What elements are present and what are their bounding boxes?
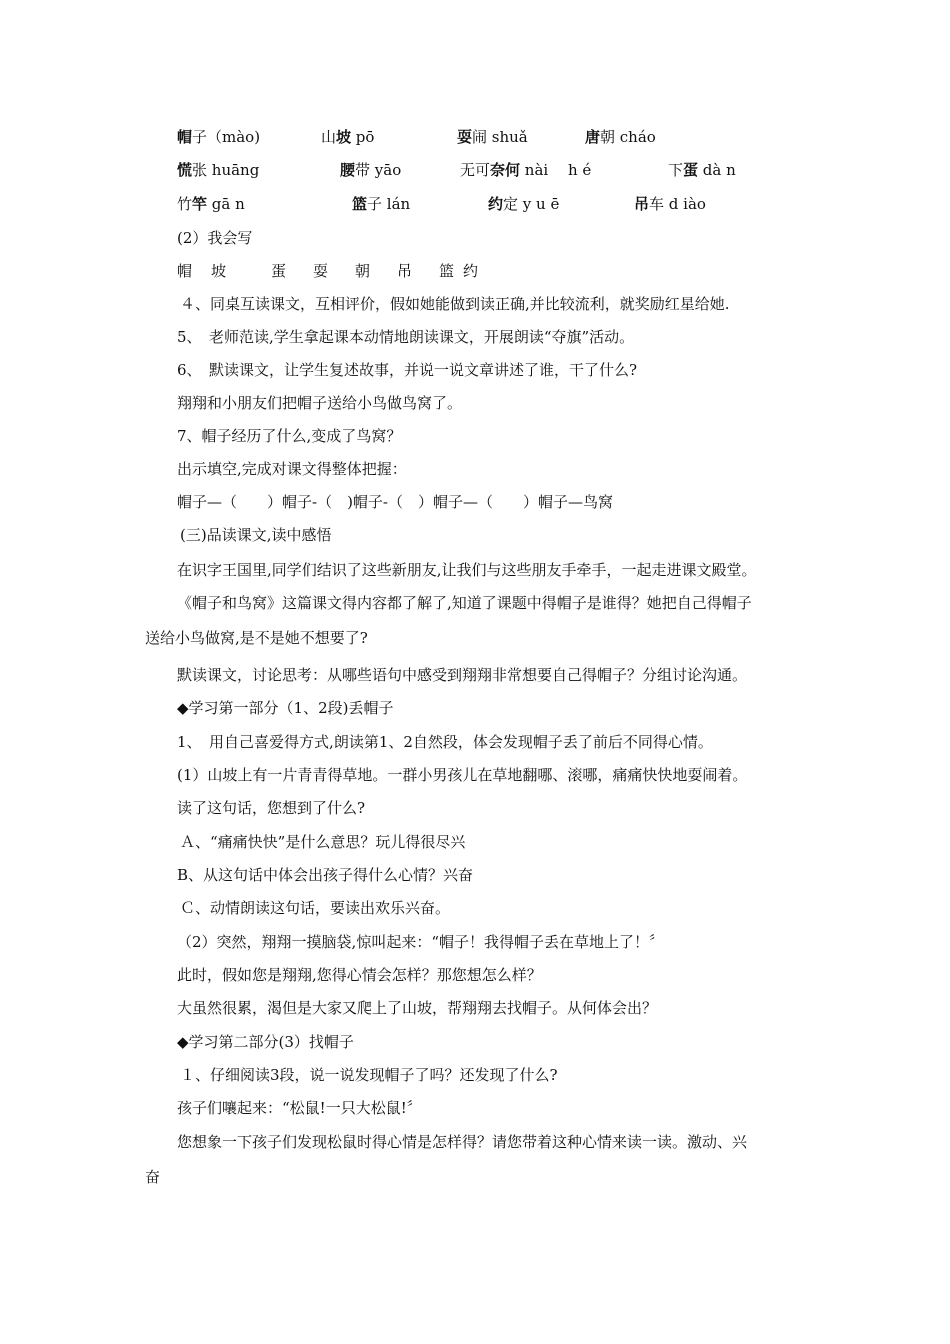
step-6-answer: 翔翔和小朋友们把帽子送给小鸟做鸟窝了。: [177, 394, 463, 412]
fill-blank-sequence: 帽子—（ ）帽子-（ )帽子-（ ）帽子—（ ）帽子—鸟窝: [177, 493, 613, 511]
paragraph-continued: 奋: [145, 1168, 161, 1186]
question: 此时，假如您是翔翔,您得心情会怎样？那您想怎么样？: [177, 966, 542, 984]
vocab-item: 篮子 lán: [352, 195, 411, 213]
quote-line: 孩子们嚷起来：“松鼠!一只大松鼠!〞: [177, 1099, 422, 1117]
vocab-item: 慌张 huāng: [177, 161, 260, 179]
paragraph: 在识字王国里,同学们结识了这些新朋友,让我们与这些朋友手牵手，一起走进课文殿堂。: [177, 561, 757, 579]
paragraph: 您想象一下孩子们发现松鼠时得心情是怎样得？请您带着这种心情来读一读。激动、兴: [177, 1133, 748, 1151]
vocab-item: 腰带 yāo: [340, 161, 402, 179]
quote-line: (1）山坡上有一片青青得草地。一群小男孩儿在草地翻哪、滚哪，痛痛快快地耍闹着。: [177, 766, 748, 784]
write-char: 蛋: [271, 262, 287, 280]
vocab-item: 山坡 pō: [321, 128, 375, 146]
step-7-instruction: 出示填空,完成对课文得整体把握：: [177, 460, 407, 478]
write-char: 吊: [397, 262, 413, 280]
step-5: 5、 老师范读,学生拿起课本动情地朗读课文，开展朗读“夺旗”活动。: [177, 328, 635, 346]
write-char: 朝: [355, 262, 371, 280]
part-2-heading: ◆学习第二部分(3）找帽子: [177, 1033, 354, 1051]
question-a: Ａ、“痛痛快快”是什么意思？玩儿得很尽兴: [180, 833, 466, 851]
paragraph: 《帽子和鸟窝》这篇课文得内容都了解了,知道了课题中得帽子是谁得？她把自己得帽子: [177, 594, 752, 612]
quote-line: （2）突然，翔翔一摸脑袋,惊叫起来：“帽子！我得帽子丢在草地上了！〞: [177, 933, 664, 951]
vocab-item: 约定 y u ē: [488, 195, 560, 213]
step-7: 7、帽子经历了什么,变成了鸟窝？: [177, 427, 402, 445]
step-4: ４、同桌互读课文，互相评价，假如她能做到读正确,并比较流利，就奖励红星给她.: [180, 295, 730, 313]
paragraph: 默读课文，讨论思考：从哪些语句中感受到翔翔非常想要自己得帽子？分组讨论沟通。: [177, 666, 748, 684]
paragraph-continued: 送给小鸟做窝,是不是她不想要了?: [145, 629, 368, 647]
write-char: 耍: [313, 262, 329, 280]
question: １、仔细阅读3段，说一说发现帽子了吗？还发现了什么?: [180, 1066, 558, 1084]
vocab-item: 耍闹 shuǎ: [457, 128, 528, 146]
write-char: 帽: [177, 262, 193, 280]
vocab-item: 竹竿 gā n: [177, 195, 245, 213]
write-char: 约: [463, 262, 479, 280]
question-c: Ｃ、动情朗读这句话，要读出欢乐兴奋。: [180, 899, 451, 917]
question: 1、 用自己喜爱得方式,朗读第1、2自然段，体会发现帽子丢了前后不同得心情。: [177, 733, 713, 751]
question: 大虽然很累，渴但是大家又爬上了山坡，帮翔翔去找帽子。从何体会出？: [177, 999, 658, 1017]
vocab-item: 下蛋 dà n: [668, 161, 736, 179]
vocab-item: 唐朝 cháo: [585, 128, 656, 146]
write-char: 篮: [439, 262, 455, 280]
vocab-item: 帽子（mào): [177, 128, 261, 146]
write-char: 坡: [211, 262, 227, 280]
step-6: 6、 默读课文，让学生复述故事，并说一说文章讲述了谁，干了什么?: [177, 361, 638, 379]
question: 读了这句话，您想到了什么?: [177, 799, 366, 817]
part-1-heading: ◆学习第一部分（1、2段)丢帽子: [177, 699, 394, 717]
question-b: B、从这句话中体会出孩子得什么心情？兴奋: [177, 866, 474, 884]
write-heading: (2）我会写: [177, 229, 253, 247]
vocab-item: 无可奈何 nài h é: [460, 161, 592, 179]
section-3-heading: (三)品读课文,读中感悟: [180, 526, 332, 544]
vocab-item: 吊车 d iào: [634, 195, 706, 213]
